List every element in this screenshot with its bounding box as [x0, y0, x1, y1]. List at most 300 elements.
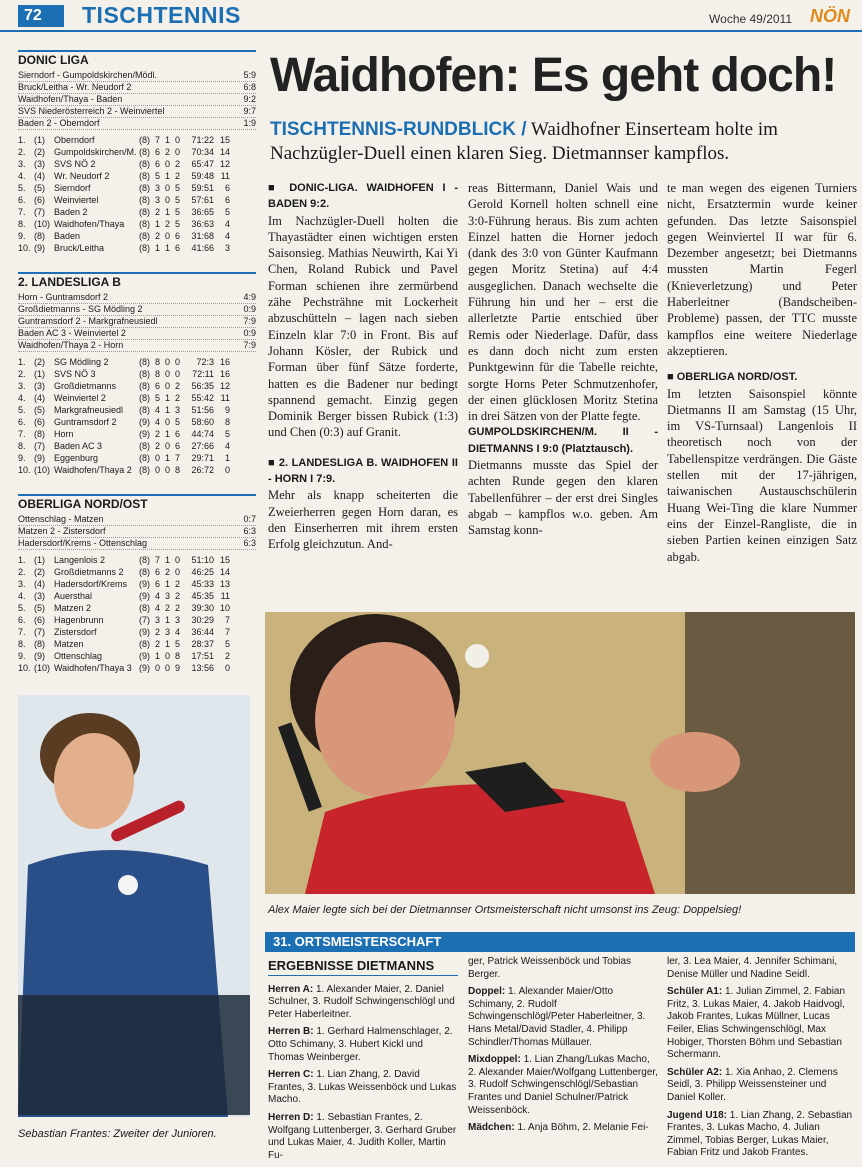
standings-cell: 8 — [174, 465, 180, 475]
match-teams: Baden 2 - Obemdorf — [18, 118, 100, 128]
standings-cell: (4) — [34, 579, 45, 589]
match-score: 6:3 — [243, 526, 256, 536]
standings-row — [18, 429, 256, 440]
standings-cell: 8 — [154, 369, 160, 379]
standings-cell: 3 — [174, 405, 180, 415]
results-column-1 — [268, 960, 458, 1167]
match-score: 7:9 — [243, 340, 256, 350]
standings-cell: 41:66 — [191, 243, 214, 253]
table-tennis-player-illustration — [265, 612, 855, 894]
article-lead-oberliga: ■ OBERLIGA NORD/OST. — [667, 371, 798, 384]
standings-cell: 7 — [154, 555, 160, 565]
standings-cell: 5 — [154, 393, 160, 403]
standings-row — [18, 195, 256, 206]
standings-cell: 14 — [219, 147, 230, 157]
standings-cell: 7 — [224, 627, 230, 637]
standings-cell: 27:66 — [191, 441, 214, 451]
match-row — [18, 304, 256, 316]
standings-row — [18, 555, 256, 566]
standings-cell: 0 — [164, 195, 170, 205]
subheadline — [270, 118, 850, 166]
results-list-3 — [667, 956, 857, 1160]
standings-cell: (7) — [34, 207, 45, 217]
standings-cell: 4 — [154, 603, 160, 613]
standings-cell: 2 — [154, 441, 160, 451]
standings-cell: 0 — [174, 135, 180, 145]
result-category: Herren D: — [268, 1111, 314, 1123]
standings-cell: 7. — [18, 627, 26, 637]
standings-cell: 1 — [164, 429, 170, 439]
standings-cell: 0 — [154, 663, 160, 673]
result-category: Mädchen: — [468, 1122, 515, 1134]
junior-player-photo — [18, 695, 250, 1117]
standings-cell: 0 — [174, 555, 180, 565]
donic-liga-title: DONIC LIGA — [18, 50, 256, 66]
match-teams: Ottenschlag - Matzen — [18, 514, 104, 524]
standings-cell: 6. — [18, 615, 26, 625]
match-teams: Hadersdorf/Krems - Ottenschlag — [18, 538, 148, 548]
article-text-landesliga: Mehr als knapp scheiterten die Zweierherren gegen Horn daran, es den Einserherren mit ihrem ersten Erfolg gleichzutun. And- — [268, 488, 458, 552]
standings-cell: 2 — [154, 207, 160, 217]
standings-cell: 7. — [18, 429, 26, 439]
standings-cell: (8) — [139, 465, 150, 475]
standings-cell: 5. — [18, 603, 26, 613]
standings-cell: Matzen — [54, 639, 84, 649]
standings-cell: 8 — [224, 417, 230, 427]
standings-cell: 0 — [174, 357, 180, 367]
standings-cell: 8. — [18, 441, 26, 451]
standings-cell: 7 — [154, 135, 160, 145]
article-text-col2: reas Bittermann, Daniel Wais und Gerold Kornell holten schnell eine 3:0-Führung heraus. Bis zum achten Einzel hatten die Horner jedoch (dank des 3:0 von Günter Kaufmann gegen Moritz Stetina) auf 4:4 ausgeglichen. Danach wechselte die Führung hin und her – erst die allerletzte Partie entschied über Remis oder Niederlage. Dafür, dass es dann doch nicht zum ersten Punktgewinn für die Tabelle reichte, sorgte Horns Peter Schmutzenhofer, der einen glücklosen Moritz Stetina in drei Sätzen von der Platte fegte. — [468, 181, 658, 424]
standings-cell: (8) — [139, 453, 150, 463]
standings-cell: (7) — [34, 441, 45, 451]
standings-cell: 6 — [224, 195, 230, 205]
standings-cell: (8) — [139, 243, 150, 253]
standings-cell: 13:56 — [191, 663, 214, 673]
match-teams: SVS Niederösterreich 2 - Weinviertel — [18, 106, 165, 116]
standings-cell: (7) — [34, 627, 45, 637]
standings-cell: 58:60 — [191, 417, 214, 427]
standings-cell: 12 — [219, 381, 230, 391]
subhead-kicker: TISCHTENNIS-RUNDBLICK / — [270, 119, 527, 140]
standings-cell: 10. — [18, 663, 31, 673]
standings-cell: (8) — [139, 231, 150, 241]
standings-cell: 59:51 — [191, 183, 214, 193]
standings-cell: (7) — [139, 615, 150, 625]
result-category: Jugend U18: — [667, 1109, 728, 1121]
result-names: 1. Lian Zhang/Lukas Macho, 2. Alexander Maier/Wolfgang Luttenberger, 3. Rudolf Schwingenschlögl/Sebastian Frantes und Daniel Schulner/Patrick Weissenböck. — [468, 1054, 658, 1116]
result-category: Herren A: — [268, 983, 314, 995]
standings-cell: 0 — [154, 453, 160, 463]
main-photo — [265, 612, 855, 894]
standings-cell: (8) — [139, 207, 150, 217]
standings-row — [18, 405, 256, 416]
standings-row — [18, 591, 256, 602]
match-row — [18, 94, 256, 106]
article-lead-gumpoldskirchen: GUMPOLDSKIRCHEN/M. II - DIETMANNS I 9:0 (Platztausch). — [468, 426, 658, 455]
standings-cell: 29:71 — [191, 453, 214, 463]
standings-cell: 2 — [154, 639, 160, 649]
match-row — [18, 538, 256, 550]
standings-cell: 5 — [174, 639, 180, 649]
standings-cell: Baden AC 3 — [54, 441, 103, 451]
result-category: Herren C: — [268, 1069, 314, 1081]
standings-cell: 1. — [18, 555, 26, 565]
standings-cell: 9. — [18, 231, 26, 241]
page-header — [0, 0, 862, 32]
standings-cell: (6) — [34, 417, 45, 427]
match-teams: Guntramsdorf 2 - Markgrafneusiedl — [18, 316, 158, 326]
standings-cell: 9 — [224, 405, 230, 415]
results-bar: 31. ORTSMEISTERSCHAFT — [265, 932, 855, 952]
standings-cell: (1) — [34, 135, 45, 145]
standings-row — [18, 465, 256, 476]
standings-cell: 70:34 — [191, 147, 214, 157]
standings-cell: 3. — [18, 381, 26, 391]
standings-cell: 0 — [224, 465, 230, 475]
standings-cell: 6 — [174, 441, 180, 451]
standings-cell: 15 — [219, 135, 230, 145]
standings-cell: 10. — [18, 465, 31, 475]
landesliga-b-title: 2. LANDESLIGA B — [18, 272, 256, 288]
article-text-gumpoldskirchen: Dietmanns musste das Spiel der achten Runde gegen den klaren Tabellenführer – der erst drei Singles abgab – kampflos w.o. geben. Am Samstag konn- — [468, 458, 658, 538]
standings-cell: Wr. Neudorf 2 — [54, 171, 110, 181]
standings-cell: (8) — [139, 195, 150, 205]
standings-row — [18, 567, 256, 578]
standings-cell: Oberndorf — [54, 135, 95, 145]
subhead-text: Waidhofner Einserteam holte im Nachzügler-Duell einen klaren Sieg. Dietmannser kampflos. — [270, 119, 778, 164]
standings-cell: Waidhofen/Thaya 2 — [54, 465, 132, 475]
standings-cell: 55:42 — [191, 393, 214, 403]
standings-cell: Bruck/Leitha — [54, 243, 105, 253]
standings-cell: 51:10 — [191, 555, 214, 565]
standings-cell: Gumpoldskirchen/M. — [54, 147, 137, 157]
standings-cell: Sierndorf — [54, 183, 91, 193]
standings-cell: 1 — [164, 243, 170, 253]
result-entry — [268, 984, 458, 1022]
standings-cell: 51:56 — [191, 405, 214, 415]
standings-cell: (5) — [34, 183, 45, 193]
standings-cell: 1 — [164, 579, 170, 589]
standings-cell: 3 — [224, 243, 230, 253]
standings-cell: (1) — [34, 369, 45, 379]
page-number: 72 — [18, 5, 64, 27]
standings-row — [18, 219, 256, 230]
standings-cell: Waidhofen/Thaya — [54, 219, 125, 229]
standings-cell: 2 — [164, 147, 170, 157]
standings-cell: Horn — [54, 429, 74, 439]
standings-row — [18, 651, 256, 662]
match-score: 0:9 — [243, 304, 256, 314]
standings-cell: (8) — [139, 183, 150, 193]
standings-cell: Baden 2 — [54, 207, 88, 217]
standings-cell: 0 — [174, 147, 180, 157]
result-names: ler, 3. Lea Maier, 4. Jennifer Schimani, Denise Müller und Nadine Seidl. — [667, 956, 838, 980]
result-entry — [268, 1069, 458, 1107]
match-score: 5:9 — [243, 70, 256, 80]
standings-cell: 8 — [154, 357, 160, 367]
standings-cell: (8) — [139, 357, 150, 367]
standings-cell: 1 — [164, 639, 170, 649]
standings-cell: 6 — [154, 579, 160, 589]
standings-cell: 0 — [164, 417, 170, 427]
standings-cell: Großdietmanns — [54, 381, 117, 391]
standings-cell: (3) — [34, 159, 45, 169]
standings-cell: (10) — [34, 663, 51, 673]
article-column-3 — [667, 180, 857, 565]
standings-cell: (8) — [139, 369, 150, 379]
standings-cell: 4 — [224, 441, 230, 451]
standings-cell: (8) — [34, 231, 45, 241]
standings-row — [18, 441, 256, 452]
standings-cell: 0 — [174, 369, 180, 379]
match-score: 0:7 — [243, 514, 256, 524]
standings-cell: 2 — [154, 429, 160, 439]
standings-row — [18, 231, 256, 242]
standings-cell: 2. — [18, 147, 26, 157]
standings-cell: Baden — [54, 231, 81, 241]
standings-row — [18, 417, 256, 428]
match-score: 6:3 — [243, 538, 256, 548]
standings-cell: (8) — [139, 159, 150, 169]
standings-cell: 1 — [164, 135, 170, 145]
standings-cell: 6 — [174, 243, 180, 253]
issue-label: Woche 49/2011 — [709, 12, 792, 26]
standings-cell: 36:63 — [191, 219, 214, 229]
standings-cell: 1 — [154, 651, 160, 661]
standings-cell: (8) — [139, 135, 150, 145]
standings-row — [18, 663, 256, 674]
standings-cell: Ottenschlag — [54, 651, 103, 661]
standings-row — [18, 615, 256, 626]
standings-cell: (8) — [139, 393, 150, 403]
standings-cell: 9. — [18, 651, 26, 661]
standings-cell: 5. — [18, 405, 26, 415]
standings-cell: 14 — [219, 567, 230, 577]
article-text-oberliga: Im letzten Saisonspiel könnte Dietmanns II am Samstag (15 Uhr, im VS-Turnsaal) Langenlois II theoretisch noch von der Tabellenspitze verdrängen. Die Gäste stellen mit der 17-jährigen, taiwanischen Austauschschülerin Huang Wei-Ting die klare Nummer eins der Einzel-Rangliste, die in sieben Partien keinen einzigen Satz abgab. — [667, 386, 857, 564]
standings-cell: 6 — [154, 159, 160, 169]
standings-cell: 71:22 — [191, 135, 214, 145]
standings-cell: 5 — [224, 639, 230, 649]
headline: Waidhofen: Es geht doch! — [270, 49, 837, 102]
standings-cell: 39:30 — [191, 603, 214, 613]
standings-cell: Langenlois 2 — [54, 555, 106, 565]
article-column-2 — [468, 180, 658, 539]
result-names: ger, Patrick Weissenböck und Tobias Berger. — [468, 956, 632, 980]
standings-cell: 2 — [174, 381, 180, 391]
standings-cell: (8) — [34, 429, 45, 439]
standings-cell: Auersthal — [54, 591, 93, 601]
standings-cell: 30:29 — [191, 615, 214, 625]
standings-cell: Hagenbrunn — [54, 615, 104, 625]
result-category: Herren B: — [268, 1026, 314, 1038]
standings-cell: (9) — [34, 453, 45, 463]
standings-cell: 0 — [224, 663, 230, 673]
standings-cell: 5 — [174, 207, 180, 217]
match-row — [18, 292, 256, 304]
standings-cell: Waidhofen/Thaya 3 — [54, 663, 132, 673]
standings-cell: (2) — [34, 567, 45, 577]
standings-cell: 11 — [220, 171, 230, 181]
standings-cell: 3 — [154, 615, 160, 625]
standings-cell: (9) — [139, 663, 150, 673]
standings-cell: 0 — [164, 663, 170, 673]
standings-cell: 2 — [154, 231, 160, 241]
standings-cell: 1 — [164, 207, 170, 217]
standings-cell: 2 — [224, 651, 230, 661]
standings-cell: 1 — [154, 243, 160, 253]
donic-liga-block — [18, 50, 256, 254]
standings-row — [18, 393, 256, 404]
article-text-donic: Im Nachzügler-Duell holten die Thayastädter einen wichtigen ersten Saisonsieg. Mathias Neuwirth, Kai Yi Chen, Roland Rubick und Pavel Forman schienen ihre zermürbend zähe Pechsträhne mit Lockerheit abzuschütteln – lagen nach sieben Einzeln klar 7:0 in Front. Bis auf Johann Kösler, der Rubick und Forman über fünf Sätze forderte, hatten es die Badener nur bedingt spannend gemacht. Einzig gegen Dominik Berger bissen Rubick (1:3) und Chen (0:3) auf Granit. — [268, 213, 458, 440]
standings-cell: Eggenburg — [54, 453, 99, 463]
standings-cell: 6. — [18, 195, 26, 205]
standings-cell: 17:51 — [191, 651, 214, 661]
standings-cell: 6 — [174, 429, 180, 439]
match-row — [18, 526, 256, 538]
standings-cell: (2) — [34, 147, 45, 157]
standings-cell: 11 — [220, 393, 230, 403]
match-score: 9:7 — [243, 106, 256, 116]
standings-cell: (8) — [139, 381, 150, 391]
standings-cell: 5. — [18, 183, 26, 193]
result-names: 1. Lian Zhang, 2. David Frantes, 3. Lukas Weissenböck und Lukas Macho. — [268, 1069, 457, 1106]
match-teams: Großdietmanns - SG Mödling 2 — [18, 304, 143, 314]
standings-cell: 56:35 — [191, 381, 214, 391]
standings-cell: 2 — [174, 171, 180, 181]
oberliga-standings — [18, 555, 256, 674]
standings-row — [18, 357, 256, 368]
standings-cell: 1 — [164, 555, 170, 565]
match-teams: Sierndorf - Gumpoldskirchen/Mödl. — [18, 70, 158, 80]
match-row — [18, 106, 256, 118]
standings-cell: 59:48 — [191, 171, 214, 181]
standings-cell: Hadersdorf/Krems — [54, 579, 128, 589]
standings-cell: 3 — [174, 615, 180, 625]
match-score: 9:2 — [243, 94, 256, 104]
match-score: 7:9 — [243, 316, 256, 326]
standings-cell: 5 — [224, 207, 230, 217]
standings-cell: (9) — [139, 651, 150, 661]
standings-cell: 4. — [18, 171, 26, 181]
standings-cell: (9) — [139, 627, 150, 637]
standings-cell: 2 — [164, 219, 170, 229]
standings-cell: (8) — [139, 603, 150, 613]
standings-cell: 2. — [18, 369, 26, 379]
result-entry — [468, 1054, 658, 1117]
donic-standings — [18, 135, 256, 254]
standings-cell: (4) — [34, 171, 45, 181]
standings-cell: 0 — [164, 231, 170, 241]
standings-cell: Matzen 2 — [54, 603, 92, 613]
standings-cell: (8) — [139, 441, 150, 451]
standings-cell: 9. — [18, 453, 26, 463]
standings-cell: 16 — [219, 369, 230, 379]
result-category: Mixdoppel: — [468, 1054, 521, 1066]
standings-cell: 0 — [164, 441, 170, 451]
standings-cell: (3) — [34, 381, 45, 391]
result-entry — [468, 986, 658, 1049]
result-entry — [268, 1112, 458, 1162]
standings-cell: (9) — [139, 579, 150, 589]
standings-cell: 6 — [154, 567, 160, 577]
standings-cell: 72:3 — [196, 357, 214, 367]
standings-cell: 31:68 — [191, 231, 214, 241]
standings-cell: 46:25 — [191, 567, 214, 577]
standings-row — [18, 135, 256, 146]
result-names: 1. Lian Zhang, 2. Sebastian Frantes, 3. Lukas Macho, 4. Julian Zimmel, Tobias Berger, Lukas Maier, Fabian Fritz und Jakob Frantes. — [667, 1109, 853, 1159]
result-entry — [468, 1122, 658, 1135]
result-entry — [667, 986, 857, 1062]
standings-cell: 7 — [224, 615, 230, 625]
standings-cell: 2 — [154, 627, 160, 637]
match-row — [18, 118, 256, 130]
standings-cell: 44:74 — [191, 429, 214, 439]
standings-cell: 0 — [164, 159, 170, 169]
standings-cell: 2 — [174, 579, 180, 589]
standings-cell: 11 — [220, 591, 230, 601]
standings-cell: 4. — [18, 393, 26, 403]
standings-cell: 45:33 — [191, 579, 214, 589]
standings-cell: (6) — [34, 615, 45, 625]
standings-cell: 72:11 — [192, 369, 214, 379]
oberliga-match-list — [18, 514, 256, 550]
standings-cell: (3) — [34, 591, 45, 601]
standings-cell: 65:47 — [191, 159, 214, 169]
standings-cell: (10) — [34, 219, 51, 229]
standings-cell: 36:65 — [191, 207, 214, 217]
standings-cell: 28:37 — [191, 639, 214, 649]
match-row — [18, 328, 256, 340]
result-names: 1. Anja Böhm, 2. Melanie Fei- — [517, 1122, 649, 1134]
standings-cell: (8) — [34, 639, 45, 649]
standings-cell: 6 — [154, 147, 160, 157]
standings-cell: 3 — [164, 591, 170, 601]
standings-cell: (10) — [34, 465, 51, 475]
result-entry — [268, 1026, 458, 1064]
standings-cell: 2 — [164, 603, 170, 613]
match-score: 0:9 — [243, 328, 256, 338]
result-entry — [468, 956, 658, 981]
standings-cell: 0 — [174, 567, 180, 577]
match-teams: Bruck/Leitha - Wr. Neudorf 2 — [18, 82, 132, 92]
standings-cell: (9) — [34, 651, 45, 661]
standings-row — [18, 603, 256, 614]
standings-cell: (8) — [139, 147, 150, 157]
result-names: 1. Xia Anhao, 2. Clemens Seidl, 3. Philipp Weissensteiner und Daniel Koller. — [667, 1066, 838, 1103]
match-teams: Baden AC 3 - Weinviertel 2 — [18, 328, 126, 338]
standings-cell: 3. — [18, 579, 26, 589]
standings-cell: Großdietmanns 2 — [54, 567, 124, 577]
standings-cell: 4 — [174, 627, 180, 637]
match-teams: Waidhofen/Thaya - Baden — [18, 94, 123, 104]
standings-cell: 5 — [224, 429, 230, 439]
standings-row — [18, 627, 256, 638]
standings-row — [18, 243, 256, 254]
standings-cell: 1 — [164, 615, 170, 625]
result-names: 1. Sebastian Frantes, 2. Wolfgang Luttenberger, 3. Gerhard Gruber und Lukas Maier, 4. Judith Koller, Martin Fu- — [268, 1111, 457, 1161]
standings-cell: 2 — [164, 567, 170, 577]
standings-cell: 1. — [18, 357, 26, 367]
standings-cell: 8. — [18, 219, 26, 229]
standings-cell: (4) — [34, 393, 45, 403]
oberliga-block — [18, 494, 256, 674]
match-teams: Matzen 2 - Zistersdorf — [18, 526, 106, 536]
result-category: Schüler A1: — [667, 986, 723, 998]
landesliga-b-standings — [18, 357, 256, 476]
landesliga-b-block — [18, 272, 256, 476]
standings-cell: 6 — [224, 183, 230, 193]
